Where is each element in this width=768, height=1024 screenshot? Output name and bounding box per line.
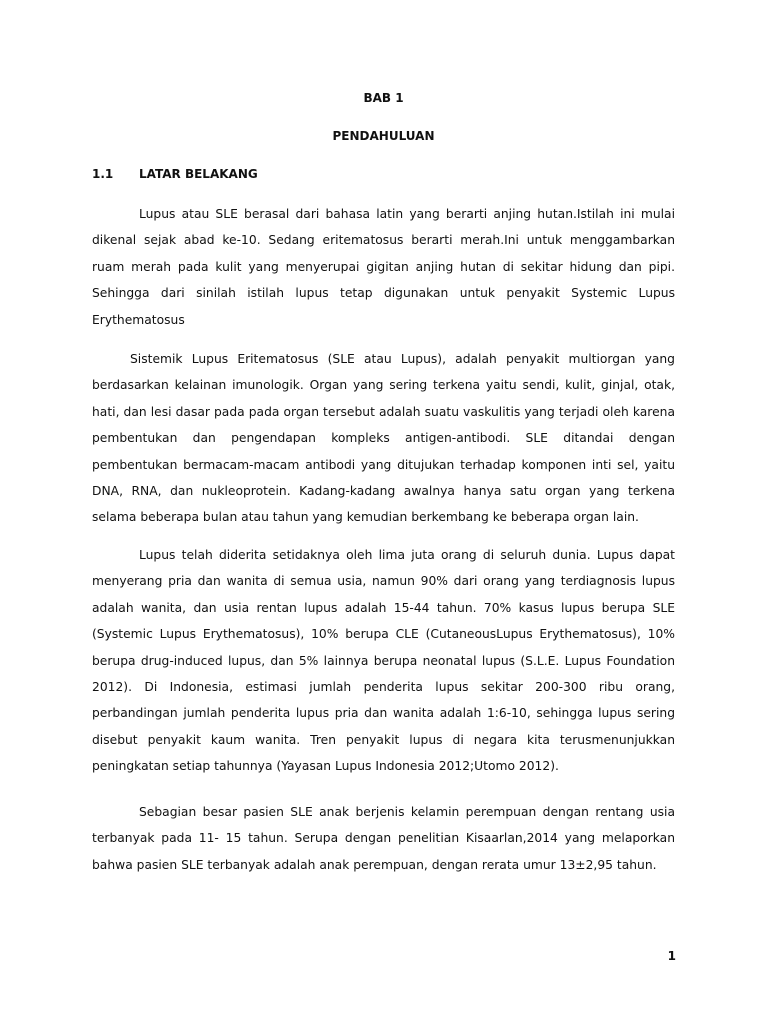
page-number: 1	[667, 949, 676, 963]
section-title: LATAR BELAKANG	[139, 167, 258, 181]
paragraph-1: Lupus atau SLE berasal dari bahasa latin yang berarti anjing hutan.Istilah ini mulai dikenal sejak abad ke-10. Sedang eritematosus berarti merah.Ini untuk menggambarkan ruam merah pada kulit yang menyerupai gigitan anjing hutan di sekitar hidung dan pipi. Sehingga dari sinilah istilah lupus tetap digunakan untuk penyakit Systemic Lupus Erythematosus	[92, 207, 675, 327]
section-number: 1.1	[92, 167, 114, 181]
chapter-heading: BAB 1	[363, 91, 404, 105]
paragraph-3: Lupus telah diderita setidaknya oleh lima juta orang di seluruh dunia. Lupus dapat menyerang pria dan wanita di semua usia, namun 90% dari orang yang terdiagnosis lupus adalah wanita, dan usia rentan lupus adalah 15-44 tahun. 70% kasus lupus berupa SLE (Systemic Lupus Erythematosus), 10% berupa CLE (CutaneousLupus Erythematosus), 10% berupa drug-induced lupus, dan 5% lainnya berupa neonatal lupus (S.L.E. Lupus Foundation 2012). Di Indonesia, estimasi jumlah penderita lupus sekitar 200-300 ribu orang, perbandingan jumlah penderita lupus pria dan wanita adalah 1:6-10, sehingga lupus sering disebut penyakit kaum wanita. Tren penyakit lupus di negara kita terusmenunjukkan peningkatan setiap tahunnya (Yayasan Lupus Indonesia 2012;Utomo 2012).	[92, 548, 675, 774]
paragraph-2: Sistemik Lupus Eritematosus (SLE atau Lupus), adalah penyakit multiorgan yang berdasarkan kelainan imunologik. Organ yang sering terkena yaitu sendi, kulit, ginjal, otak, hati, dan lesi dasar pada pada organ tersebut adalah suatu vaskulitis yang terjadi oleh karena pembentukan dan pengendapan kompleks antigen-antibodi. SLE ditandai dengan pembentukan bermacam-macam antibodi yang ditujukan terhadap komponen inti sel, yaitu DNA, RNA, dan nukleoprotein. Kadang-kadang awalnya hanya satu organ yang terkena selama beberapa bulan atau tahun yang kemudian berkembang ke beberapa organ lain.	[92, 352, 675, 525]
chapter-title: PENDAHULUAN	[332, 129, 435, 143]
paragraph-4: Sebagian besar pasien SLE anak berjenis kelamin perempuan dengan rentang usia terbanyak pada 11- 15 tahun. Serupa dengan penelitian Kisaarlan,2014 yang melaporkan bahwa pasien SLE terbanyak adalah anak perempuan, dengan rerata umur 13±2,95 tahun.	[92, 805, 675, 872]
section-heading	[92, 166, 675, 182]
